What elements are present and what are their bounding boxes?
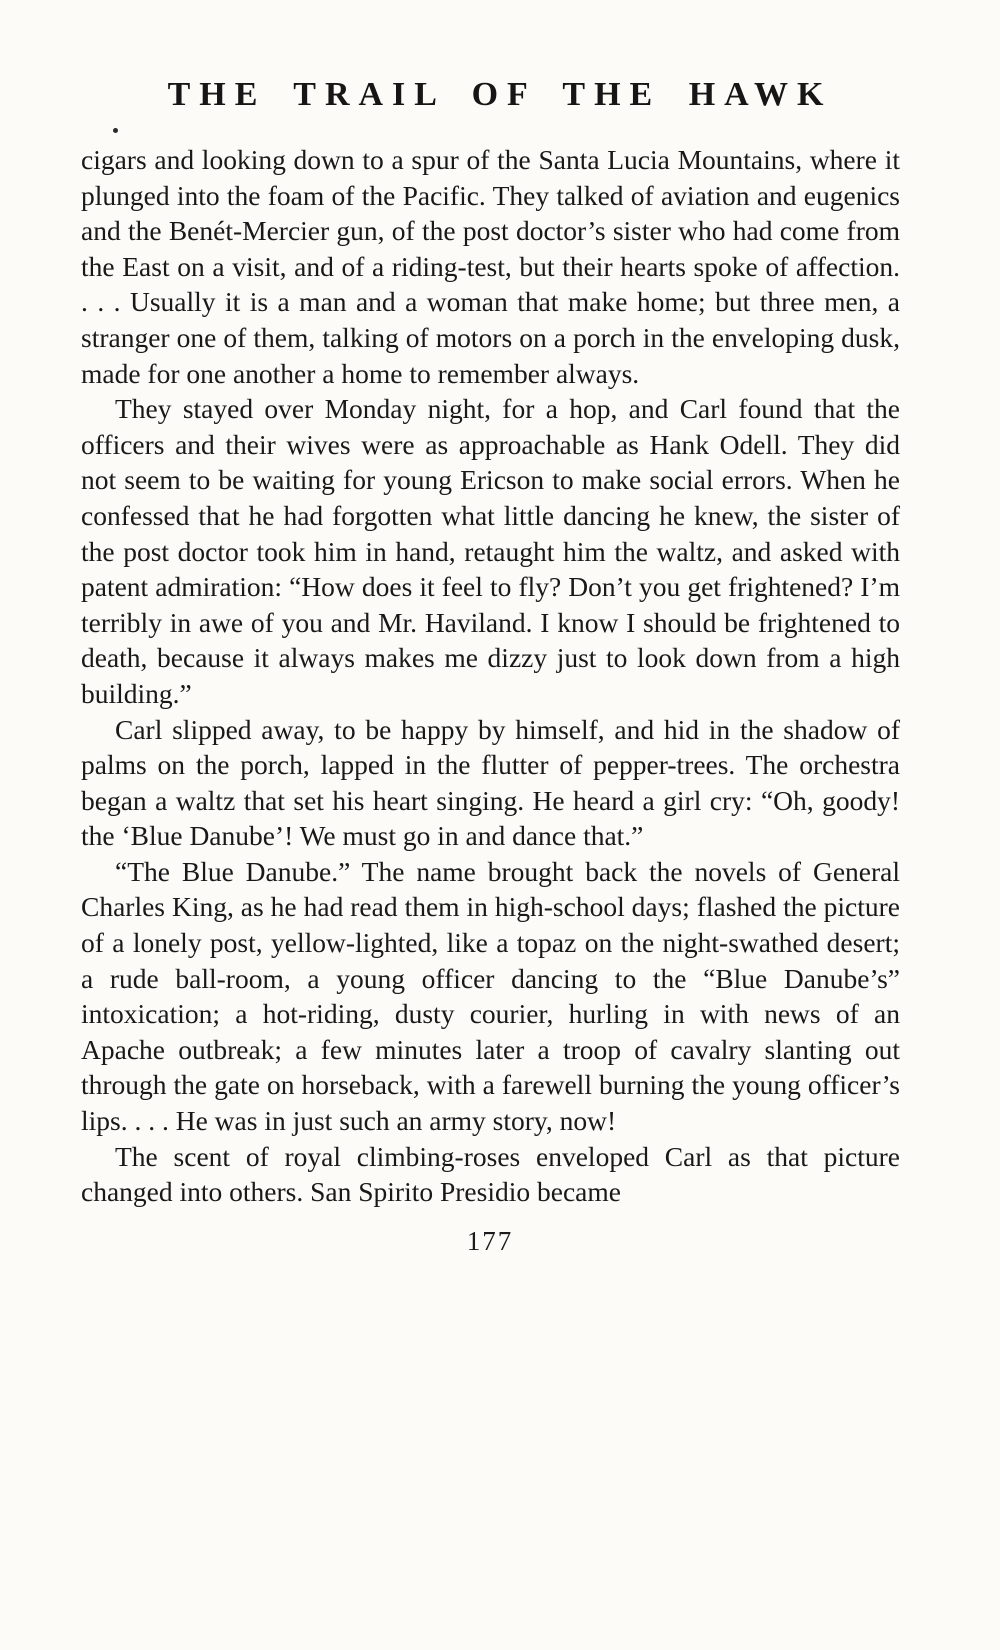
page-number: 177 — [466, 1225, 514, 1256]
page-body — [0, 142, 1000, 1210]
paragraph: Carl slipped away, to be happy by himself, and hid in the shadow of palms on the porch, lapped in the flutter of pepper-trees. The orchestra began a waltz that set his heart singing. He heard a girl cry: “Oh, goody! the ‘Blue Danube’! We must go in and dance that.” — [81, 713, 900, 852]
paragraph: They stayed over Monday night, for a hop, and Carl found that the officers and their wives were as approachable as Hank Odell. They did not seem to be waiting for young Ericson to make social errors. When he confessed that he had forgotten what little dancing he knew, the sister of the post doctor took him in hand, retaught him the waltz, and asked with patent admiration: “How does it feel to fly? Don’t you get frightened? I’m terribly in awe of you and Mr. Haviland. I know I should be frightened to death, because it always makes me dizzy just to look down from a high building.” — [81, 393, 900, 709]
paragraph: “The Blue Danube.” The name brought back the novels of General Charles King, as he had read them in high-school days; flashed the picture of a lonely post, yellow-lighted, like a topaz on the night-swathed desert; a rude ball-room, a young officer dancing to the “Blue Danube’s” intoxication; a hot-riding, dusty courier, hurling in with news of an Apache outbreak; a few minutes later a troop of cavalry slanting out through the gate on horseback, with a farewell burning the young officer’s lips. . . . He was in just such an army story, now! — [81, 855, 900, 1137]
paragraph: cigars and looking down to a spur of the Santa Lucia Mountains, where it plunged into the foam of the Pacific. They talked of aviation and eugenics and the Benét-Mercier gun, of the post doctor’s sister who had come from the East on a visit, and of a riding-test, but their hearts spoke of affection. . . . Usually it is a man and a woman that make home; but three men, a stranger one of them, talking of motors on a porch in the enveloping dusk, made for one another a home to remember always. — [81, 144, 900, 389]
paragraph: The scent of royal climbing-roses enveloped Carl as that picture changed into others. San Spirito Presidio became — [81, 1140, 900, 1208]
ink-speck — [113, 128, 118, 133]
running-head: THE TRAIL OF THE HAWK — [167, 76, 833, 113]
